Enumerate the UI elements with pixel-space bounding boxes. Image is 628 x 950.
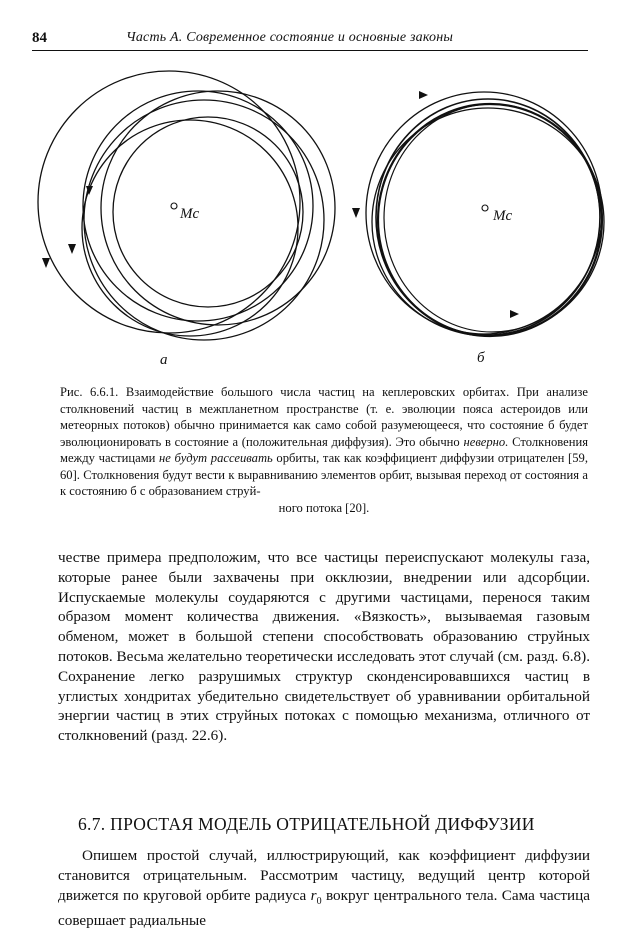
center-mass-a	[171, 203, 177, 209]
caption-label: Рис. 6.6.1.	[60, 385, 119, 399]
arrow-b2	[419, 91, 428, 99]
center-label-a: Mc	[180, 206, 200, 222]
header-rule	[32, 50, 588, 51]
panel-label-b: б	[477, 350, 485, 366]
page-number: 84	[32, 30, 47, 46]
body-paragraph-2	[58, 846, 590, 931]
arrow-b3	[510, 310, 519, 318]
orbit-a5	[84, 100, 324, 340]
orbit-a6	[113, 117, 303, 307]
orbit-b3	[378, 104, 602, 336]
paragraph-2-text-start: Опишем простой случай, иллюстрирующий, как коэффициент диффузии становится отрицательным. Рассмотрим частицу, ведущий центр которой движется по круговой орбите радиуса	[58, 847, 590, 904]
paragraph-2-text	[58, 846, 590, 931]
arrow-b1	[352, 208, 360, 218]
center-label-b: Mc	[493, 208, 513, 224]
caption-text-1: Взаимодействие большого числа частиц на кеплеровских орбитах. При анализе столкновений частиц в межпланетном пространстве (т. е. эволюции пояса астероидов или метеорных потоков) обычно принимается как само собой разумеющееся, что состояние б будет эволюционировать в состояние а (положительная диффузия). Это обычно	[60, 385, 588, 449]
figure-6-6-1	[28, 58, 608, 378]
caption-text-3: орбиты, так как коэффициент диффузии отрицателен [59, 60]. Столкновения будут вести к выравниванию элементов орбит, вызывая переход от состояния а к состоянию б с образованием струй-	[60, 451, 588, 498]
body-paragraph-1	[58, 548, 590, 746]
section-heading: 6.7. ПРОСТАЯ МОДЕЛЬ ОТРИЦАТЕЛЬНОЙ ДИФФУЗИИ	[78, 814, 535, 834]
running-title: Часть А. Современное состояние и основные законы	[126, 30, 454, 45]
paragraph-text: честве примера предположим, что все частицы переиспускают молекулы газа, которые ранее были захвачены при окклюзии, внедрении или адсорбции. Испускаемые молекулы соударяются с другими частицами, перенося таким образом момент количества движения. «Вязкость», вызываемая газовым обменом, может в большой степени способствовать образованию струйных потоков. Весьма желательно теоретически исследовать этот случай (см. разд. 6.8). Сохранение легко разрушимых структур сконденсировавшихся частиц в углистых хондритах убедительно свидетельствует об уравнивании орбитальной энергии частиц в этих струйных потоках с помощью механизма, отличного от столкновений (разд. 22.6).	[58, 549, 590, 745]
caption-last-line: ного потока [20].	[278, 500, 370, 515]
page-header	[32, 30, 588, 50]
panel-b-orbits	[366, 92, 604, 336]
caption-emph-2: не будут рассеивать	[159, 451, 273, 465]
orbit-diagrams	[28, 58, 608, 378]
variable-subscript: 0	[316, 895, 322, 907]
figure-caption	[60, 384, 588, 516]
variable-r: r	[310, 886, 317, 904]
arrow-a2	[68, 244, 76, 254]
paragraph-2-text-end: вокруг центрального тела. Сама частица совершает радиальные	[58, 886, 591, 930]
caption-text-2: Столкновения между частицами	[60, 434, 589, 465]
center-mass-b	[482, 205, 488, 211]
arrow-a1	[42, 258, 50, 268]
caption-emph-1: неверно.	[463, 434, 509, 449]
panel-label-a: а	[160, 352, 168, 368]
